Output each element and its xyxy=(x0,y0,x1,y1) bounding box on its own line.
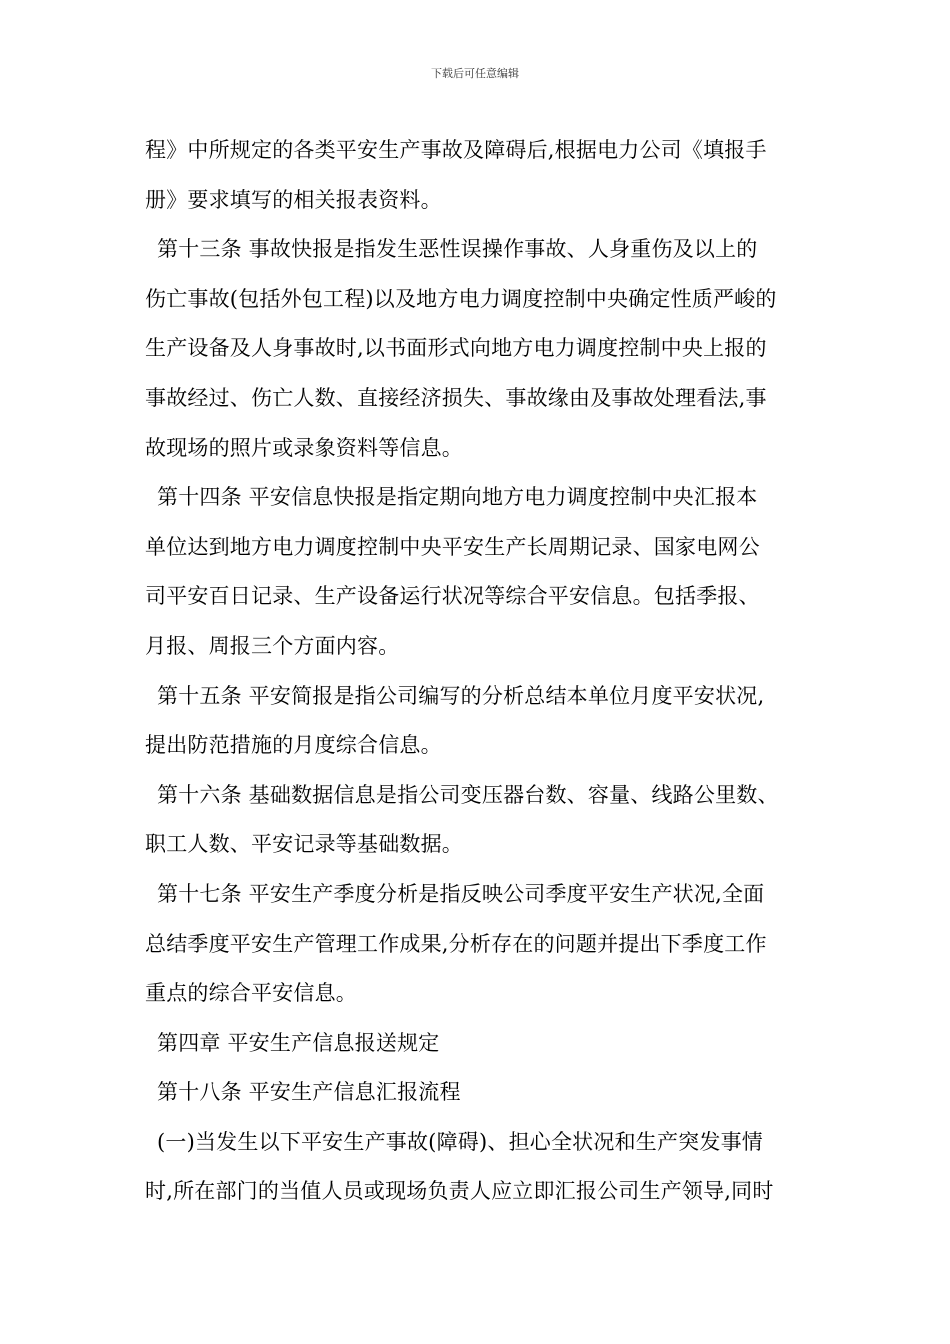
text-line: 职工人数、平安记录等基础数据。 xyxy=(145,832,463,857)
text-line: 册》要求填写的相关报表资料。 xyxy=(145,187,442,212)
document-body xyxy=(145,126,845,1217)
article-17-line: 第十七条 平安生产季度分析是指反映公司季度平安生产状况,全面 xyxy=(157,881,765,906)
text-line: 故现场的照片或录象资料等信息。 xyxy=(145,435,463,460)
clause-1-line: (一)当发生以下平安生产事故(障碍)、担心全状况和生产突发事情 xyxy=(157,1129,763,1154)
article-13-line: 第十三条 事故快报是指发生恶性误操作事故、人身重伤及以上的 xyxy=(157,237,758,262)
text-line: 重点的综合平安信息。 xyxy=(145,981,357,1006)
article-15-line: 第十五条 平安简报是指公司编写的分析总结本单位月度平安状况, xyxy=(157,683,765,708)
text-line: 程》中所规定的各类平安生产事故及障碍后,根据电力公司《填报手 xyxy=(145,138,767,162)
text-line: 总结季度平安生产管理工作成果,分析存在的问题并提出下季度工作 xyxy=(145,931,767,956)
chapter-4-heading: 第四章 平安生产信息报送规定 xyxy=(157,1030,440,1055)
text-line: 司平安百日记录、生产设备运行状况等综合平安信息。包括季报、 xyxy=(145,584,760,609)
text-line: 伤亡事故(包括外包工程)以及地方电力调度控制中央确定性质严峻的 xyxy=(145,286,777,311)
text-line: 提出防范措施的月度综合信息。 xyxy=(145,733,442,758)
text-line: 生产设备及人身事故时,以书面形式向地方电力调度控制中央上报的 xyxy=(145,336,767,361)
page-header: 下载后可任意编辑 xyxy=(431,67,519,80)
article-18-line: 第十八条 平安生产信息汇报流程 xyxy=(157,1080,461,1105)
text-line: 单位达到地方电力调度控制中央平安生产长周期记录、国家电网公 xyxy=(145,534,760,559)
text-line: 月报、周报三个方面内容。 xyxy=(145,633,400,658)
text-line: 时,所在部门的当值人员或现场负责人应立即汇报公司生产领导,同时 xyxy=(145,1179,774,1204)
text-line: 事故经过、伤亡人数、直接经济损失、事故缘由及事故处理看法,事 xyxy=(145,385,767,410)
article-14-line: 第十四条 平安信息快报是指定期向地方电力调度控制中央汇报本 xyxy=(157,485,758,510)
article-16-line: 第十六条 基础数据信息是指公司变压器台数、容量、线路公里数、 xyxy=(157,782,779,807)
